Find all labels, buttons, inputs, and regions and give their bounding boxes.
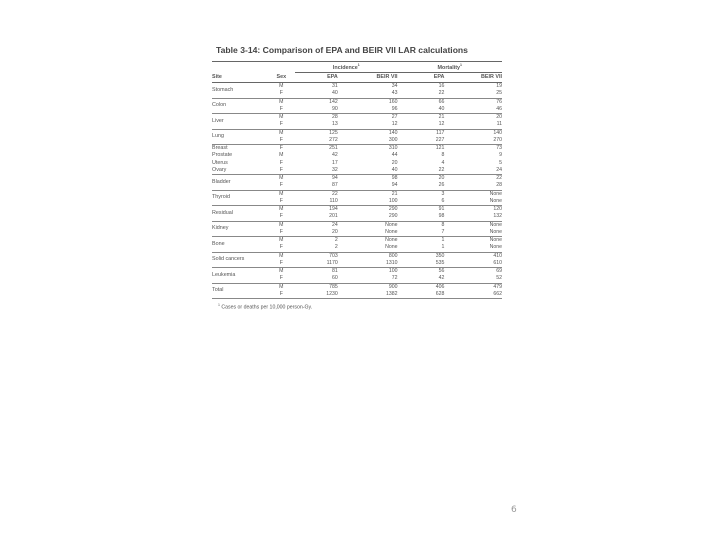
incidence-epa-cell: 1170 — [295, 260, 338, 268]
site-cell: Ovary — [212, 167, 267, 175]
incidence-beir-cell: 160 — [388, 98, 398, 105]
incidence-epa-cell: 87 — [295, 182, 338, 190]
mortality-beir-cell: None — [489, 237, 502, 244]
mortality-epa-cell: 42 — [398, 275, 445, 283]
mortality-beir-cell: 479 — [493, 283, 502, 290]
mortality-beir-cell: 69 — [496, 268, 502, 275]
incidence-epa-cell: 81 — [332, 268, 338, 275]
table-row — [212, 252, 502, 260]
sex-cell: M — [279, 190, 284, 197]
site-cell: Colon — [212, 98, 267, 114]
incidence-beir-cell: 100 — [338, 198, 398, 206]
sex-cell: F — [267, 121, 295, 129]
mortality-beir-cell: None — [444, 244, 502, 252]
mortality-group-header: Mortality$^1$ — [398, 62, 503, 73]
mortality-epa-cell: 91 — [438, 206, 445, 213]
sex-cell: M — [279, 221, 284, 228]
table-row — [212, 175, 502, 183]
sex-column-header: Sex — [267, 73, 295, 83]
incidence-beir-cell: 20 — [391, 159, 398, 166]
incidence-beir-cell: 140 — [388, 129, 398, 136]
site-cell: Stomach — [212, 83, 267, 99]
mortality-beir-cell: 19 — [496, 83, 502, 90]
mortality-beir-cell: 24 — [444, 167, 502, 175]
sex-cell: F — [267, 213, 295, 221]
mortality-beir-cell: 662 — [444, 291, 502, 299]
incidence-epa-header: EPA — [295, 73, 338, 83]
site-cell: Liver — [212, 114, 267, 130]
site-cell: Leukemia — [212, 268, 267, 284]
mortality-epa-cell: 20 — [438, 175, 445, 182]
mortality-beir-cell: 11 — [444, 121, 502, 129]
sex-cell: F — [267, 291, 295, 299]
incidence-epa-cell: 17 — [332, 159, 338, 166]
mortality-beir-cell: 46 — [444, 106, 502, 114]
mortality-epa-cell: 1 — [398, 244, 445, 252]
incidence-epa-cell: 785 — [329, 283, 338, 290]
mortality-epa-cell: 535 — [398, 260, 445, 268]
incidence-epa-cell: 40 — [295, 90, 338, 98]
site-cell: Lung — [212, 129, 267, 145]
sex-cell: M — [279, 114, 284, 121]
table-footnote: $^1$ Cases or deaths per 10,000 person-Gy. — [218, 303, 313, 311]
incidence-epa-cell: 272 — [295, 137, 338, 145]
mortality-epa-cell: 1 — [441, 237, 445, 244]
sex-cell: F — [267, 198, 295, 206]
mortality-beir-cell: None — [444, 229, 502, 237]
incidence-epa-cell: 201 — [295, 213, 338, 221]
table-row — [212, 129, 502, 137]
incidence-epa-cell: 24 — [332, 221, 338, 228]
mortality-beir-cell: 270 — [444, 137, 502, 145]
site-cell: Total — [212, 283, 267, 299]
mortality-beir-cell: 132 — [444, 213, 502, 221]
incidence-beir-cell: 100 — [388, 268, 398, 275]
sex-cell: M — [279, 237, 284, 244]
sex-cell: F — [267, 275, 295, 283]
table-row — [212, 283, 502, 291]
mortality-epa-cell: 121 — [435, 145, 445, 152]
mortality-beir-cell: None — [444, 198, 502, 206]
incidence-beir-cell: 34 — [391, 83, 398, 90]
table-row — [212, 190, 502, 198]
incidence-beir-cell: 290 — [388, 206, 398, 213]
sex-cell: M — [279, 283, 284, 290]
mortality-epa-cell: 117 — [436, 129, 445, 136]
table-row — [212, 152, 502, 159]
sex-cell: M — [279, 98, 284, 105]
site-cell: Bone — [212, 237, 267, 253]
mortality-beir-cell: 120 — [493, 206, 502, 213]
incidence-beir-cell: 310 — [388, 145, 398, 152]
site-cell: Residual — [212, 206, 267, 222]
sex-cell: M — [279, 206, 284, 213]
mortality-beir-cell: 140 — [493, 129, 502, 136]
mortality-beir-cell: 28 — [444, 182, 502, 190]
table-body — [212, 83, 502, 299]
incidence-beir-cell: 72 — [338, 275, 398, 283]
incidence-epa-cell: 42 — [332, 152, 338, 159]
sex-cell: F — [279, 159, 283, 166]
site-cell: Kidney — [212, 221, 267, 237]
incidence-epa-cell: 194 — [329, 206, 338, 213]
document-image — [206, 45, 502, 311]
incidence-beir-cell: 800 — [388, 252, 398, 259]
site-cell: Thyroid — [212, 190, 267, 206]
mortality-beir-cell: 610 — [444, 260, 502, 268]
sex-cell: F — [267, 244, 295, 252]
incidence-epa-cell: 90 — [295, 106, 338, 114]
incidence-beir-cell: 44 — [391, 152, 398, 159]
table-row — [212, 268, 502, 276]
incidence-beir-cell: 94 — [338, 182, 398, 190]
mortality-epa-cell: 66 — [438, 98, 445, 105]
incidence-epa-cell: 142 — [329, 98, 338, 105]
incidence-epa-cell: 32 — [295, 167, 338, 175]
site-cell: Solid cancers — [212, 252, 267, 268]
table-row — [212, 221, 502, 229]
sex-cell: F — [267, 167, 295, 175]
incidence-epa-cell: 31 — [332, 83, 338, 90]
mortality-epa-cell: 406 — [435, 283, 445, 290]
table-row — [212, 83, 502, 91]
table-row — [212, 145, 502, 153]
incidence-epa-cell: 125 — [329, 129, 338, 136]
mortality-epa-cell: 628 — [398, 291, 445, 299]
mortality-epa-cell: 8 — [441, 152, 445, 159]
mortality-epa-cell: 56 — [438, 268, 445, 275]
mortality-beir-cell: 9 — [499, 152, 502, 159]
incidence-beir-cell: 43 — [338, 90, 398, 98]
mortality-epa-cell: 227 — [398, 137, 445, 145]
incidence-epa-cell: 13 — [295, 121, 338, 129]
incidence-beir-cell: 300 — [338, 137, 398, 145]
sex-cell: F — [267, 90, 295, 98]
mortality-epa-cell: 26 — [398, 182, 445, 190]
site-cell: Prostate — [212, 152, 233, 159]
sex-cell: M — [279, 83, 284, 90]
table-row — [212, 167, 502, 175]
table-row — [212, 206, 502, 214]
mortality-epa-cell: 98 — [398, 213, 445, 221]
mortality-epa-cell: 22 — [398, 90, 445, 98]
sex-cell: M — [279, 129, 284, 136]
sex-cell: F — [267, 137, 295, 145]
incidence-epa-cell: 22 — [332, 190, 338, 197]
incidence-epa-cell: 20 — [295, 229, 338, 237]
sex-cell: F — [267, 260, 295, 268]
incidence-beir-cell: 40 — [338, 167, 398, 175]
sex-cell: F — [267, 106, 295, 114]
mortality-beir-cell: 25 — [444, 90, 502, 98]
lar-comparison-table — [212, 61, 502, 299]
mortality-epa-cell: 21 — [438, 114, 445, 121]
mortality-epa-cell: 22 — [398, 167, 445, 175]
sex-cell: F — [267, 182, 295, 190]
mortality-beir-cell: 20 — [496, 114, 502, 121]
site-column-header: Site — [212, 73, 267, 83]
incidence-beir-cell: 27 — [391, 114, 398, 121]
incidence-beir-cell: 1310 — [338, 260, 398, 268]
mortality-beir-cell: 410 — [493, 252, 502, 259]
incidence-epa-cell: 2 — [334, 237, 338, 244]
incidence-beir-header: BEIR VII — [338, 73, 398, 83]
mortality-epa-cell: 8 — [441, 221, 445, 228]
sex-cell: M — [279, 252, 284, 259]
mortality-beir-cell: None — [489, 221, 502, 228]
incidence-beir-cell: None — [385, 237, 398, 244]
mortality-beir-cell: None — [489, 190, 502, 197]
incidence-epa-cell: 28 — [332, 114, 338, 121]
site-cell: Breast — [212, 145, 228, 152]
incidence-beir-cell: 900 — [388, 283, 398, 290]
incidence-beir-cell: None — [338, 244, 398, 252]
table-row — [212, 160, 502, 167]
mortality-beir-cell: 22 — [496, 175, 502, 182]
mortality-epa-cell: 4 — [441, 159, 445, 166]
incidence-beir-cell: 1382 — [338, 291, 398, 299]
incidence-epa-cell: 94 — [332, 175, 338, 182]
mortality-epa-cell: 16 — [438, 83, 445, 90]
mortality-epa-cell: 7 — [398, 229, 445, 237]
mortality-epa-cell: 40 — [398, 106, 445, 114]
mortality-beir-cell: 5 — [499, 159, 502, 166]
mortality-epa-cell: 3 — [441, 190, 445, 197]
incidence-epa-cell: 1230 — [295, 291, 338, 299]
sex-cell: M — [279, 152, 284, 159]
mortality-beir-cell: 76 — [496, 98, 502, 105]
incidence-epa-cell: 251 — [329, 145, 338, 152]
table-row — [212, 114, 502, 122]
table-row — [212, 98, 502, 106]
mortality-beir-header: BEIR VII — [444, 73, 502, 83]
mortality-beir-cell: 52 — [444, 275, 502, 283]
incidence-epa-cell: 60 — [295, 275, 338, 283]
incidence-beir-cell: 12 — [338, 121, 398, 129]
mortality-epa-header: EPA — [398, 73, 445, 83]
sex-cell: F — [267, 229, 295, 237]
incidence-beir-cell: 21 — [391, 190, 398, 197]
sex-cell: M — [279, 175, 284, 182]
mortality-epa-cell: 350 — [435, 252, 445, 259]
page-number: 6 — [511, 505, 517, 515]
incidence-group-header: Incidence$^1$ — [295, 62, 397, 73]
incidence-beir-cell: 96 — [338, 106, 398, 114]
site-cell: Bladder — [212, 175, 267, 191]
incidence-epa-cell: 703 — [329, 252, 338, 259]
incidence-beir-cell: 98 — [391, 175, 398, 182]
site-cell: Uterus — [212, 159, 228, 166]
table-title: Table 3-14: Comparison of EPA and BEIR VII LAR calculations — [216, 45, 468, 55]
mortality-epa-cell: 12 — [398, 121, 445, 129]
mortality-beir-cell: 73 — [496, 145, 502, 152]
sex-cell: F — [279, 145, 283, 152]
incidence-beir-cell: None — [385, 221, 398, 228]
table-row — [212, 237, 502, 245]
sex-cell: M — [279, 268, 284, 275]
incidence-epa-cell: 2 — [295, 244, 338, 252]
incidence-beir-cell: None — [338, 229, 398, 237]
incidence-beir-cell: 290 — [338, 213, 398, 221]
mortality-epa-cell: 6 — [398, 198, 445, 206]
incidence-epa-cell: 110 — [295, 198, 338, 206]
